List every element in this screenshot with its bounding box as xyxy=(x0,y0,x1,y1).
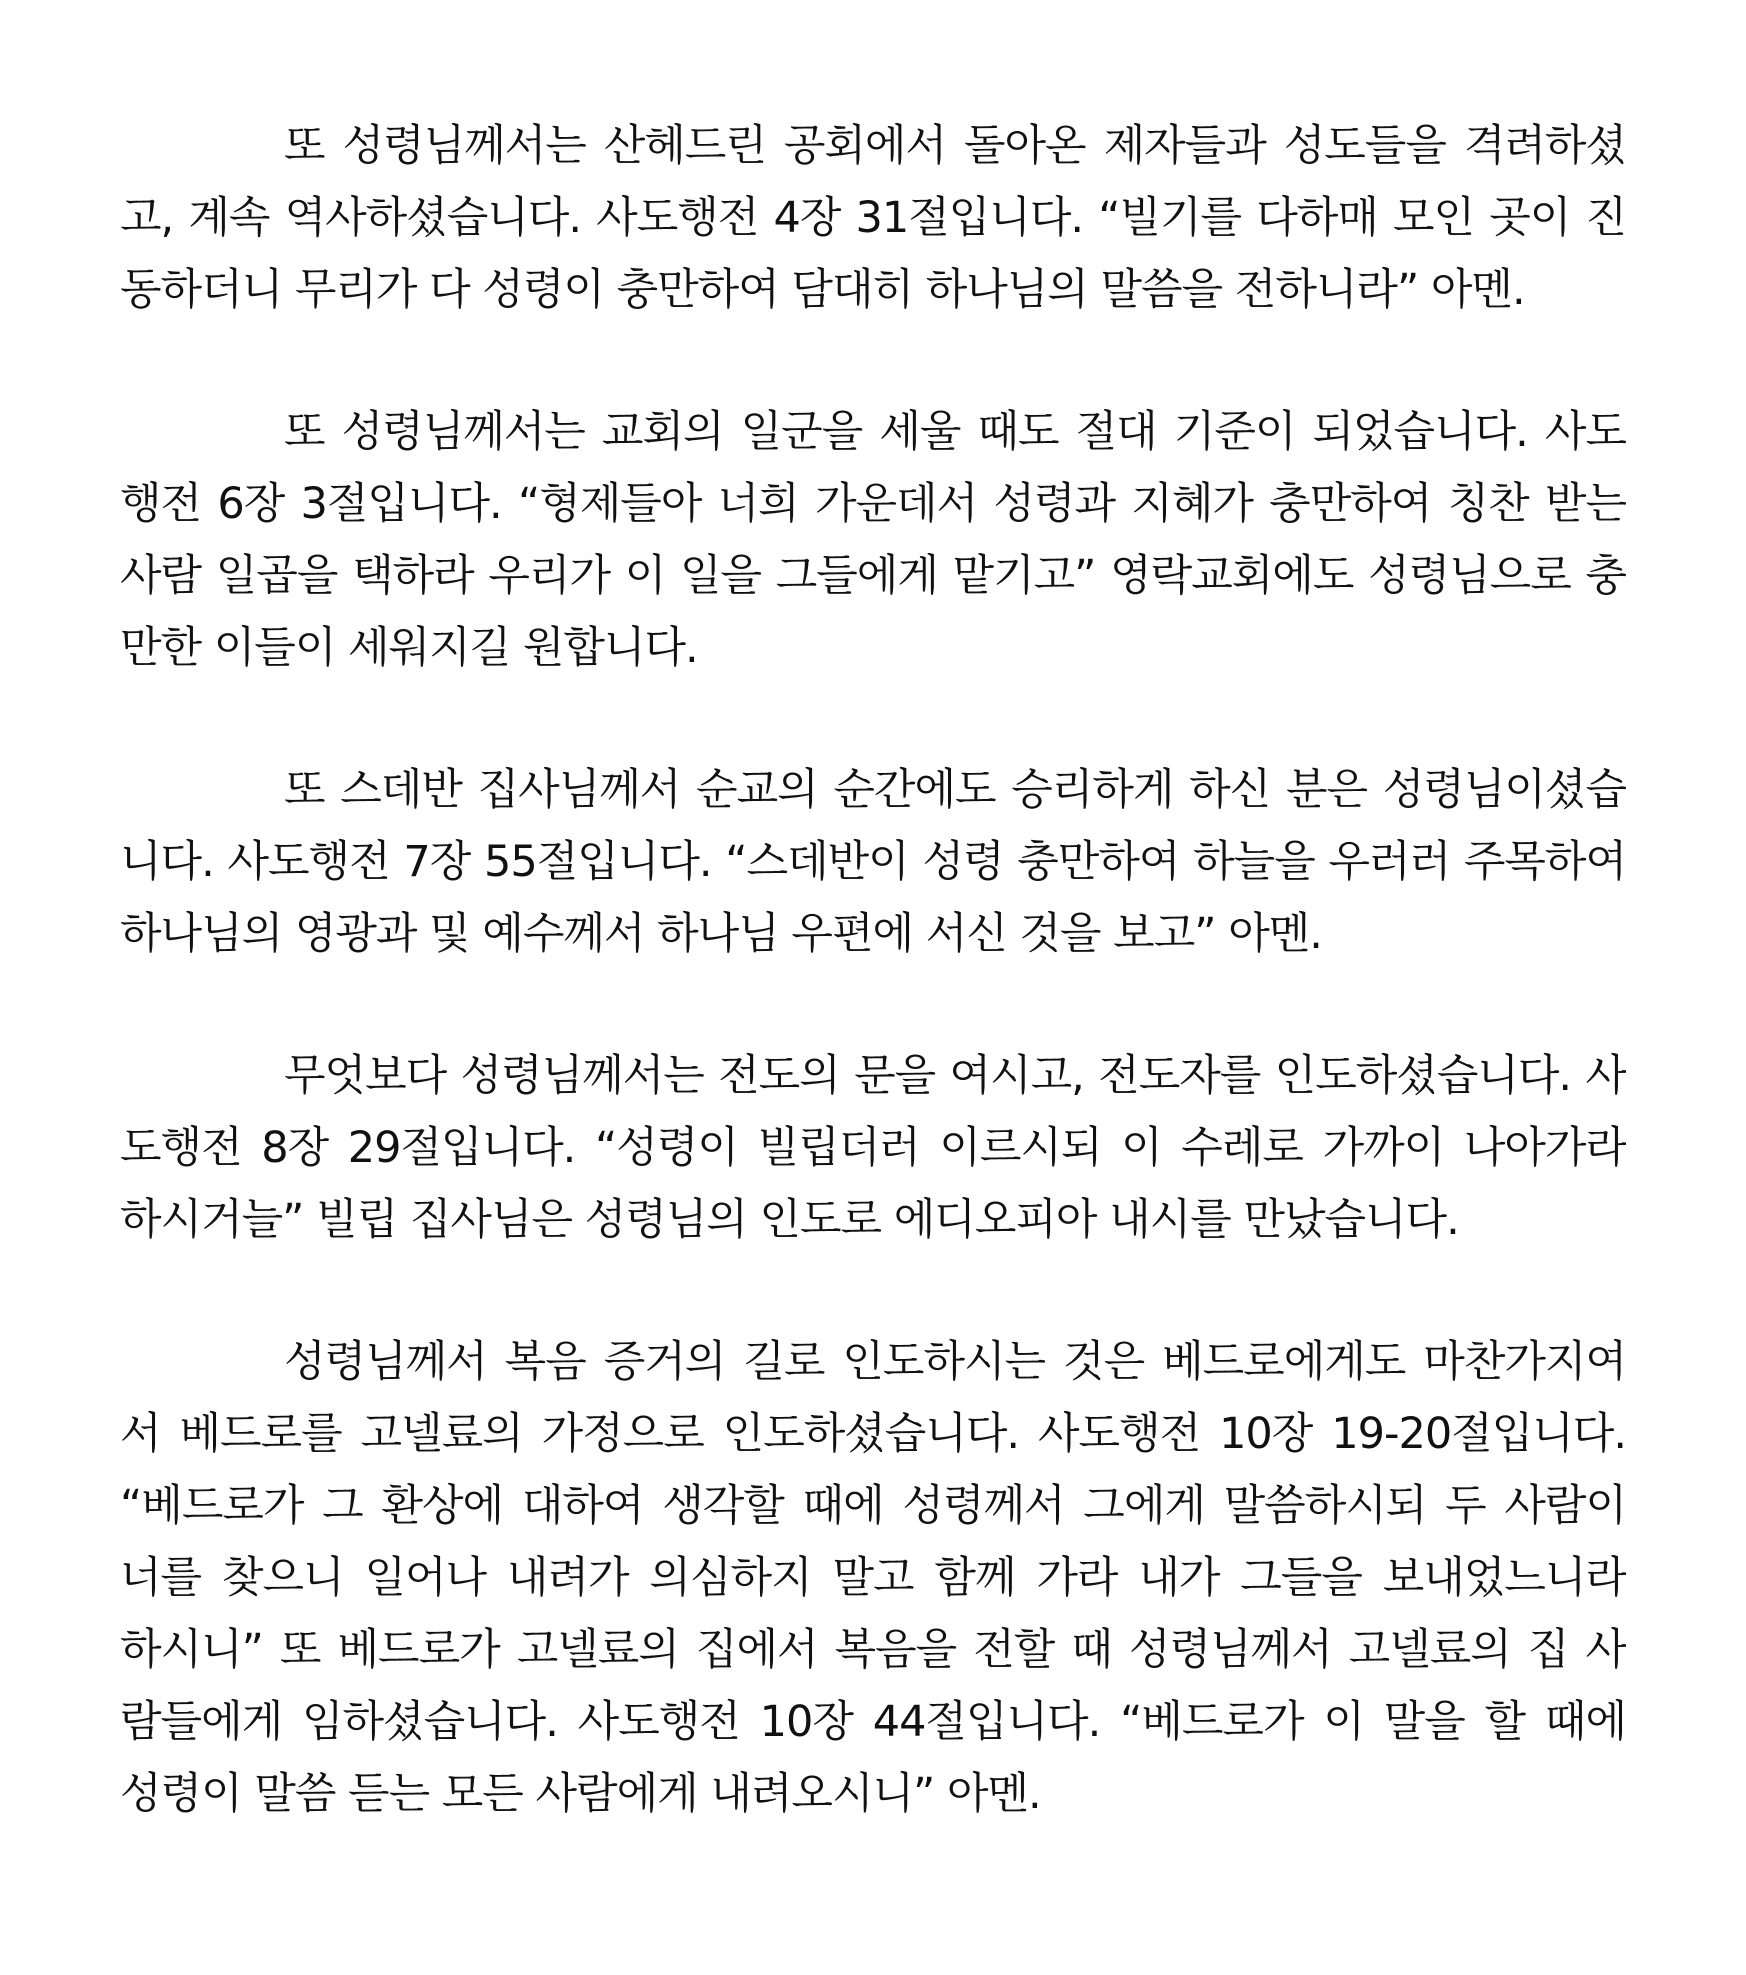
text-line: 성령님께서 복음 증거의 길로 인도하시는 것은 베드로에게도 마찬가지여 xyxy=(284,1337,1626,1387)
text-line: 또 스데반 집사님께서 순교의 순간에도 승리하게 하신 분은 성령님이셨습 xyxy=(284,765,1626,815)
text-line: 너를 찾으니 일어나 내려가 의심하지 말고 함께 가라 내가 그들을 보내었느니라 xyxy=(120,1553,1626,1603)
text-line: 하시니” 또 베드로가 고넬료의 집에서 복음을 전할 때 성령님께서 고넬료의 집 사 xyxy=(120,1625,1626,1675)
text-line: 람들에게 임하셨습니다. 사도행전 10장 44절입니다. “베드로가 이 말을 할 때에 xyxy=(120,1697,1626,1747)
text-line: 무엇보다 성령님께서는 전도의 문을 여시고, 전도자를 인도하셨습니다. 사 xyxy=(284,1051,1626,1101)
text-line: “베드로가 그 환상에 대하여 생각할 때에 성령께서 그에게 말씀하시되 두 사람이 xyxy=(120,1481,1626,1531)
text-line: 하나님의 영광과 및 예수께서 하나님 우편에 서신 것을 보고” 아멘. xyxy=(120,909,1322,959)
paragraph-5 xyxy=(120,1326,1626,1830)
text-line: 만한 이들이 세워지길 원합니다. xyxy=(120,623,698,673)
text-line: 니다. 사도행전 7장 55절입니다. “스데반이 성령 충만하여 하늘을 우러러 주목하여 xyxy=(120,837,1626,887)
paragraph-4 xyxy=(120,1040,1626,1256)
text-line: 사람 일곱을 택하라 우리가 이 일을 그들에게 맡기고” 영락교회에도 성령님으로 충 xyxy=(120,551,1626,601)
text-line: 하시거늘” 빌립 집사님은 성령님의 인도로 에디오피아 내시를 만났습니다. xyxy=(120,1195,1459,1245)
text-line: 행전 6장 3절입니다. “형제들아 너희 가운데서 성령과 지혜가 충만하여 칭찬 받는 xyxy=(120,479,1626,529)
text-line: 또 성령님께서는 교회의 일군을 세울 때도 절대 기준이 되었습니다. 사도 xyxy=(284,407,1626,457)
sermon-page xyxy=(120,110,1626,1900)
paragraph-2 xyxy=(120,396,1626,684)
text-line: 고, 계속 역사하셨습니다. 사도행전 4장 31절입니다. “빌기를 다하매 모인 곳이 진 xyxy=(120,193,1626,243)
text-line: 서 베드로를 고넬료의 가정으로 인도하셨습니다. 사도행전 10장 19-20절입니다. xyxy=(120,1409,1626,1459)
text-line: 또 성령님께서는 산헤드린 공회에서 돌아온 제자들과 성도들을 격려하셨 xyxy=(284,121,1626,171)
text-line: 동하더니 무리가 다 성령이 충만하여 담대히 하나님의 말씀을 전하니라” 아멘. xyxy=(120,265,1525,315)
text-line: 도행전 8장 29절입니다. “성령이 빌립더러 이르시되 이 수레로 가까이 나아가라 xyxy=(120,1123,1626,1173)
paragraph-3 xyxy=(120,754,1626,970)
text-line: 성령이 말씀 듣는 모든 사람에게 내려오시니” 아멘. xyxy=(120,1769,1041,1819)
paragraph-1 xyxy=(120,110,1626,326)
